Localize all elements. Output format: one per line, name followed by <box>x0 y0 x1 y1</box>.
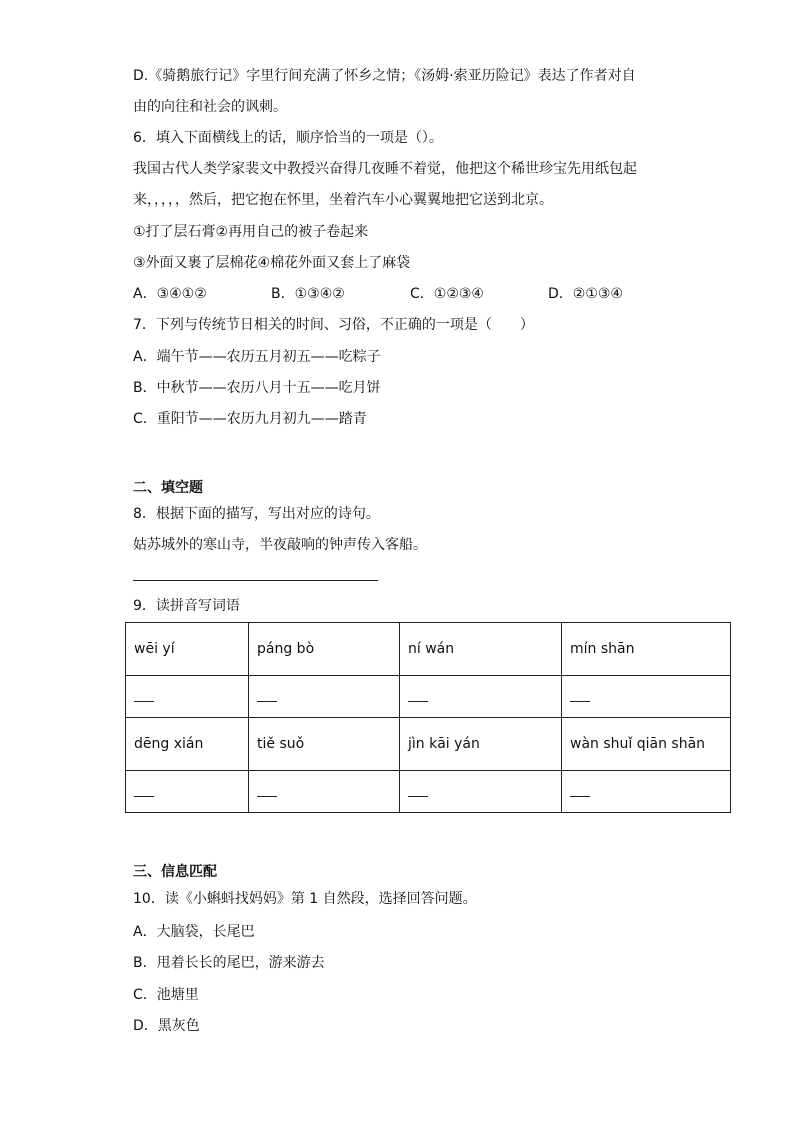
answer-cell[interactable] <box>249 676 400 718</box>
pinyin-cell: jìn kāi yán <box>400 718 562 771</box>
q7-option-b[interactable]: B．中秋节——农历八月十五——吃月饼 <box>133 380 381 396</box>
q9-stem: 9．读拼音写词语 <box>133 598 240 614</box>
answer-row <box>126 676 731 718</box>
answer-cell[interactable] <box>562 771 731 813</box>
blank-mark <box>134 786 154 797</box>
answer-cell[interactable] <box>562 676 731 718</box>
q8-stem: 8．根据下面的描写，写出对应的诗句。 <box>133 506 380 522</box>
pinyin-cell: wēi yí <box>126 623 249 676</box>
answer-cell[interactable] <box>400 771 562 813</box>
q6-option-b[interactable]: B．①③④② <box>271 286 345 302</box>
q10-option-d[interactable]: D．黑灰色 <box>133 1018 200 1034</box>
answer-cell[interactable] <box>126 676 249 718</box>
pinyin-cell: mín shān <box>562 623 731 676</box>
q10-option-b[interactable]: B．甩着长长的尾巴，游来游去 <box>133 955 325 971</box>
blank-mark <box>570 786 590 797</box>
q6-items-line2: ③外面又裹了层棉花④棉花外面又套上了麻袋 <box>133 255 411 271</box>
q8-description: 姑苏城外的寒山寺，半夜敲响的钟声传入客船。 <box>133 537 427 553</box>
answer-cell[interactable] <box>126 771 249 813</box>
blank-mark <box>408 786 428 797</box>
q6-items-line1: ①打了层石膏②再用自己的被子卷起来 <box>133 224 369 240</box>
q6-passage-line2: 来，，，，，然后，把它抱在怀里，坐着汽车小心翼翼地把它送到北京。 <box>133 192 553 208</box>
pinyin-cell: páng bò <box>249 623 400 676</box>
q10-option-c[interactable]: C．池塘里 <box>133 987 199 1003</box>
pinyin-row <box>126 623 731 676</box>
pinyin-table <box>125 622 731 813</box>
section3-heading: 三、信息匹配 <box>133 864 217 880</box>
answer-row <box>126 771 731 813</box>
answer-cell[interactable] <box>249 771 400 813</box>
q7-option-c[interactable]: C．重阳节——农历九月初九——踏青 <box>133 411 367 427</box>
pinyin-cell: dēng xián <box>126 718 249 771</box>
pinyin-cell: tiě suǒ <box>249 718 400 771</box>
q7-stem: 7．下列与传统节日相关的时间、习俗，不正确的一项是（ ） <box>133 317 534 333</box>
blank-mark <box>408 691 428 702</box>
q6-option-c[interactable]: C．①②③④ <box>410 286 484 302</box>
q6-passage-line1: 我国古代人类学家裴文中教授兴奋得几夜睡不着觉，他把这个稀世珍宝先用纸包起 <box>133 161 637 177</box>
q8-answer-line[interactable] <box>133 580 378 581</box>
q10-stem: 10．读《小蝌蚪找妈妈》第 1 自然段，选择回答问题。 <box>133 891 477 907</box>
q10-option-a[interactable]: A．大脑袋，长尾巴 <box>133 924 255 940</box>
blank-mark <box>257 691 277 702</box>
q6-stem: 6．填入下面横线上的话，顺序恰当的一项是（）。 <box>133 130 443 146</box>
q5-option-d-line2: 由的向往和社会的讽刺。 <box>133 99 287 115</box>
pinyin-cell: wàn shuǐ qiān shān <box>562 718 731 771</box>
blank-mark <box>134 691 154 702</box>
pinyin-cell: ní wán <box>400 623 562 676</box>
q6-option-d[interactable]: D．②①③④ <box>548 286 623 302</box>
q5-option-d-line1: D.《骑鹅旅行记》字里行间充满了怀乡之情；《汤姆·索亚历险记》表达了作者对自 <box>133 68 636 84</box>
q7-option-a[interactable]: A．端午节——农历五月初五——吃粽子 <box>133 349 381 365</box>
blank-mark <box>257 786 277 797</box>
answer-cell[interactable] <box>400 676 562 718</box>
pinyin-row <box>126 718 731 771</box>
section2-heading: 二、填空题 <box>133 480 203 496</box>
blank-mark <box>570 691 590 702</box>
q6-option-a[interactable]: A．③④①② <box>133 286 207 302</box>
